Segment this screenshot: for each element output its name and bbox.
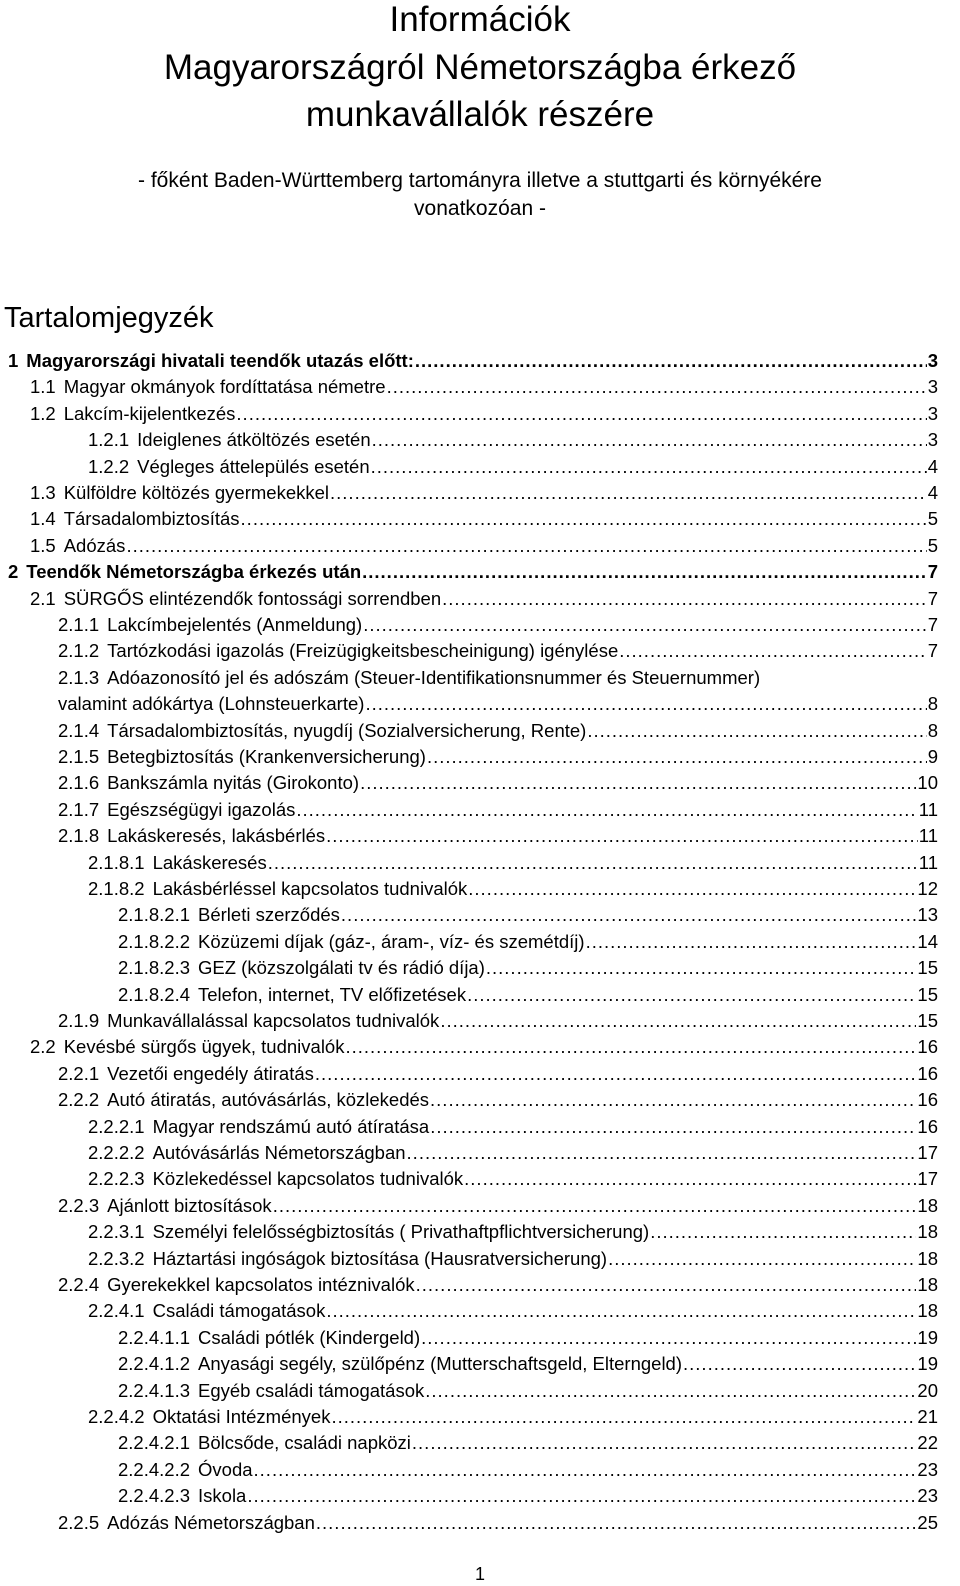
toc-entry-page: 7 — [927, 614, 938, 635]
toc-entry-title: Betegbiztosítás (Krankenversicherung) — [107, 746, 426, 767]
toc-leader-dots — [421, 1329, 916, 1348]
toc-entry-title: Ajánlott biztosítások — [107, 1194, 272, 1216]
toc-entry-number: 2.2.4.1.1 — [118, 1326, 191, 1348]
toc-leader-dots — [468, 880, 916, 899]
toc-entry[interactable] — [58, 1276, 938, 1295]
toc-leader-dots — [619, 642, 926, 661]
toc-entry-title: Ideiglenes átköltözés esetén — [137, 429, 371, 451]
toc-leader-dots — [430, 1118, 916, 1137]
toc-entry-page: 3 — [927, 402, 938, 424]
toc-entry-number: 2.1.6 — [58, 772, 100, 794]
toc-entry-title: Lakcímbejelentés (Anmeldung) — [107, 614, 363, 635]
toc-entry-number: 2.2.2.3 — [88, 1168, 145, 1190]
toc-entry[interactable] — [58, 1062, 938, 1084]
toc-entry[interactable] — [88, 1223, 938, 1242]
toc-entry-number: 1.3 — [30, 482, 56, 503]
toc-entry[interactable] — [118, 1379, 938, 1401]
toc-leader-dots — [467, 986, 916, 1005]
toc-entry-page: 15 — [917, 983, 938, 1005]
toc-entry-number: 2.1 — [30, 587, 56, 609]
toc-entry-title: Magyarországi hivatali teendők utazás előtt: — [26, 350, 414, 371]
subtitle-line-1: - főként Baden-Württemberg tartományra illetve a stuttgarti és környékére — [138, 169, 822, 192]
toc-entry-title: Külföldre költözés gyermekekkel — [63, 482, 330, 503]
toc-entry-title: valamint adókártya (Lohnsteuerkarte) — [58, 693, 365, 715]
toc-entry-page: 19 — [917, 1326, 938, 1348]
toc-entry[interactable] — [58, 1194, 938, 1216]
toc-entry-page: 9 — [927, 746, 938, 767]
toc-entry-page: 3 — [927, 350, 938, 371]
toc-entry-title: Kevésbé sürgős ügyek, tudnivalók — [63, 1036, 345, 1058]
toc-entry-title: Egészségügyi igazolás — [107, 798, 296, 820]
toc-entry-title: Teendők Németországba érkezés után — [26, 561, 362, 583]
toc-entry-page: 7 — [927, 561, 938, 583]
toc-entry-number: 2.2.1 — [58, 1062, 100, 1084]
toc-entry-title: Bérleti szerződés — [198, 904, 340, 926]
toc-entry-number: 2.2.4.2.3 — [118, 1485, 191, 1507]
toc-entry-title: Társadalombiztosítás — [63, 508, 240, 530]
toc-entry[interactable] — [118, 959, 938, 978]
toc-entry-page: 3 — [927, 429, 938, 451]
toc-leader-dots — [683, 1355, 916, 1374]
toc-leader-dots — [268, 854, 918, 873]
toc-entry-number: 2.1.8.2 — [88, 878, 145, 899]
toc-entry-number: 2.1.8 — [58, 825, 100, 847]
toc-leader-dots — [254, 1461, 917, 1480]
toc-entry-title: Autó átiratás, autóvásárlás, közlekedés — [107, 1089, 430, 1111]
toc-entry[interactable] — [58, 1012, 938, 1031]
toc-leader-dots — [363, 616, 927, 635]
toc-leader-dots — [442, 590, 927, 609]
toc-entry[interactable] — [58, 748, 938, 767]
toc-leader-dots — [650, 1223, 916, 1242]
toc-entry[interactable] — [88, 1247, 938, 1269]
toc-entry[interactable] — [58, 642, 938, 661]
toc-entry-title: Munkavállalással kapcsolatos tudnivalók — [107, 1010, 440, 1031]
toc-entry-page: 8 — [927, 719, 938, 741]
toc-entry-page: 18 — [917, 1221, 938, 1243]
toc-entry-number: 2.2.4 — [58, 1274, 100, 1295]
toc-leader-dots — [273, 1197, 917, 1216]
toc-entry-number: 2.2.3.1 — [88, 1221, 145, 1243]
toc-entry-number: 1.4 — [30, 508, 56, 530]
toc-entry-number: 2.2.5 — [58, 1511, 100, 1533]
toc-entry-title: GEZ (közszolgálati tv és rádió díja) — [198, 957, 485, 979]
toc-entry-title: Vezetői engedély átiratás — [107, 1062, 314, 1084]
page-number: 1 — [474, 1564, 485, 1584]
toc-entry-number: 2.1.4 — [58, 719, 100, 741]
toc-entry[interactable] — [88, 1408, 938, 1427]
toc-leader-dots — [236, 405, 926, 424]
toc-entry[interactable] — [58, 1091, 938, 1110]
toc-entry[interactable] — [88, 1302, 938, 1321]
toc-entry-page: 18 — [917, 1194, 938, 1216]
toc-entry-title: Iskola — [198, 1485, 247, 1507]
toc-entry[interactable] — [58, 798, 938, 820]
toc-entry-title: Adózás Németországban — [107, 1511, 315, 1533]
toc-leader-dots — [296, 801, 917, 820]
toc-entry-page: 7 — [927, 587, 938, 609]
toc-entry-number: 1.2 — [30, 402, 56, 424]
toc-entry-title: Magyar rendszámú autó átíratása — [152, 1115, 430, 1137]
toc-entry-number: 2.2.3.2 — [88, 1247, 145, 1269]
toc-entry[interactable] — [58, 695, 938, 714]
toc-entry-number: 1.2.2 — [88, 455, 130, 477]
toc-entry[interactable] — [88, 1144, 938, 1163]
toc-entry-page: 16 — [917, 1115, 938, 1137]
toc-entry-number: 2.2.4.1 — [88, 1300, 145, 1322]
toc-entry[interactable] — [88, 455, 938, 477]
toc-entry[interactable] — [30, 534, 938, 556]
toc-entry-title: SÜRGŐS elintézendők fontossági sorrendben — [63, 587, 442, 609]
toc-entry-number: 1.1 — [30, 376, 56, 398]
toc-entry[interactable] — [88, 431, 938, 450]
toc-entry[interactable] — [88, 880, 938, 899]
toc-leader-dots — [387, 378, 927, 397]
toc-entry-page: 17 — [917, 1142, 938, 1163]
toc-leader-dots — [416, 1276, 917, 1295]
toc-entry-title: Magyar okmányok fordíttatása németre — [63, 376, 386, 398]
toc-entry-title: Bankszámla nyitás (Girokonto) — [107, 772, 360, 794]
toc-entry-page: 7 — [927, 640, 938, 662]
toc-leader-dots — [430, 1091, 916, 1110]
toc-entry-number: 2.1.8.2.3 — [118, 957, 191, 979]
toc-leader-dots — [464, 1170, 916, 1189]
toc-entry-number: 2.1.2 — [58, 640, 100, 662]
toc-entry-title: Háztartási ingóságok biztosítása (Hausratversicherung) — [152, 1247, 608, 1269]
toc-entry-page: 11 — [918, 851, 938, 873]
toc-entry-title: Oktatási Intézmények — [152, 1406, 331, 1427]
toc-entry[interactable] — [30, 402, 938, 424]
toc-entry-title: Tartózkodási igazolás (Freizügigkeitsbescheinigung) igénylése — [107, 640, 619, 662]
toc-entry-page: 5 — [927, 508, 938, 530]
toc-entry-number: 2.2.4.1.2 — [118, 1353, 191, 1375]
toc-entry-title: Személyi felelősségbiztosítás ( Privathaftpflichtversicherung) — [152, 1221, 650, 1243]
toc-entry[interactable] — [30, 587, 938, 609]
toc-leader-dots — [371, 458, 927, 477]
toc-entry-title: Lakcím-kijelentkezés — [63, 402, 236, 424]
toc-entry[interactable] — [118, 1458, 938, 1480]
toc-entry[interactable] — [118, 906, 938, 925]
toc-leader-dots — [341, 906, 917, 925]
toc-leader-dots — [412, 1434, 917, 1453]
toc-entry[interactable] — [58, 666, 938, 688]
toc-leader-dots — [587, 722, 926, 741]
toc-entry-page: 16 — [917, 1062, 938, 1084]
toc-leader-dots — [586, 933, 917, 952]
subtitle-line-2: vonatkozóan - — [414, 197, 546, 220]
toc-entry-title: Közlekedéssel kapcsolatos tudnivalók — [152, 1168, 464, 1190]
toc-entry-page: 19 — [917, 1353, 938, 1375]
toc-entry-page: 18 — [917, 1274, 938, 1295]
toc-entry[interactable] — [30, 1038, 938, 1057]
toc-leader-dots — [331, 1408, 916, 1427]
toc-entry-title: Végleges áttelepülés esetén — [137, 455, 370, 477]
toc-leader-dots — [326, 1302, 916, 1321]
toc-entry-page: 22 — [917, 1432, 938, 1454]
toc-entry-number: 2.2.4.2 — [88, 1406, 145, 1427]
toc-entry-page: 13 — [917, 904, 938, 926]
toc-entry[interactable] — [118, 983, 938, 1005]
toc-entry-page: 11 — [918, 798, 938, 820]
toc-entry-number: 2.1.8.1 — [88, 851, 145, 873]
toc-entry-number: 2.1.5 — [58, 746, 100, 767]
toc-entry-number: 2.1.9 — [58, 1010, 100, 1031]
toc-entry-page: 4 — [927, 482, 938, 503]
toc-entry[interactable] — [88, 851, 938, 873]
toc-entry[interactable] — [58, 1511, 938, 1533]
toc-entry-page: 8 — [927, 693, 938, 715]
toc-entry-page: 15 — [917, 1010, 938, 1031]
toc-entry-number: 2.2.4.2.1 — [118, 1432, 191, 1454]
toc-entry-page: 4 — [927, 455, 938, 477]
toc-leader-dots — [407, 1144, 917, 1163]
toc-leader-dots — [247, 1487, 916, 1506]
toc-leader-dots — [330, 484, 927, 503]
toc-leader-dots — [362, 563, 927, 582]
toc-entry-title: Telefon, internet, TV előfizetések — [198, 983, 467, 1005]
toc-entry-page: 10 — [917, 772, 938, 794]
toc-entry[interactable] — [118, 1487, 938, 1506]
toc-entry-page: 25 — [917, 1511, 938, 1533]
toc-entry-number: 2.2.2.1 — [88, 1115, 145, 1137]
toc-leader-dots — [126, 537, 926, 556]
toc-leader-dots — [241, 510, 927, 529]
toc-entry[interactable] — [58, 827, 938, 846]
toc-entry-page: 23 — [917, 1485, 938, 1507]
toc-entry-number: 2.2.4.2.2 — [118, 1458, 191, 1480]
toc-entry-page: 21 — [917, 1406, 938, 1427]
toc-entry-number: 2.2 — [30, 1036, 56, 1058]
toc-leader-dots — [608, 1250, 916, 1269]
toc-entry-title: Adózás — [63, 534, 126, 556]
toc-entry-page: 16 — [917, 1089, 938, 1111]
toc-heading: Tartalomjegyzék — [4, 302, 214, 334]
toc-entry-title: Társadalombiztosítás, nyugdíj (Sozialversicherung, Rente) — [107, 719, 587, 741]
toc-entry[interactable] — [118, 1434, 938, 1453]
toc-leader-dots — [345, 1038, 916, 1057]
toc-leader-dots — [372, 431, 927, 450]
toc-entry-number: 1.5 — [30, 534, 56, 556]
toc-entry[interactable] — [118, 930, 938, 952]
toc-entry-number: 2.2.4.1.3 — [118, 1379, 191, 1401]
title-line-1: Információk — [389, 0, 571, 39]
toc-entry-page: 20 — [917, 1379, 938, 1401]
toc-entry-title: Lakásbérléssel kapcsolatos tudnivalók — [152, 878, 468, 899]
toc-entry-number: 2.1.8.2.2 — [118, 930, 191, 952]
toc-entry-title: Lakáskeresés, lakásbérlés — [107, 825, 326, 847]
toc-leader-dots — [315, 1065, 917, 1084]
toc-leader-dots — [486, 959, 917, 978]
toc-entry-number: 2.1.1 — [58, 614, 100, 635]
toc-entry[interactable] — [58, 719, 938, 741]
toc-entry[interactable] — [118, 1326, 938, 1348]
toc-entry-page: 3 — [927, 376, 938, 398]
toc-entry-title: Lakáskeresés — [152, 851, 267, 873]
toc-leader-dots — [440, 1012, 916, 1031]
toc-entry-title: Adóazonosító jel és adószám (Steuer-Identifikationsnummer és Steuernummer) — [107, 666, 761, 688]
toc-entry-number: 2 — [8, 561, 19, 583]
toc-entry-page: 5 — [927, 534, 938, 556]
toc-entry-page: 18 — [917, 1300, 938, 1322]
toc-entry[interactable] — [30, 510, 938, 529]
toc-entry-title: Autóvásárlás Németországban — [152, 1142, 406, 1163]
toc-entry-page: 16 — [917, 1036, 938, 1058]
toc-entry-page: 12 — [917, 878, 938, 899]
toc-entry-number: 2.2.3 — [58, 1194, 100, 1216]
toc-entry[interactable] — [58, 774, 938, 793]
toc-entry-title: Óvoda — [198, 1458, 253, 1480]
toc-entry-page: 18 — [917, 1247, 938, 1269]
toc-entry[interactable] — [88, 1170, 938, 1189]
toc-entry-title: Gyerekekkel kapcsolatos intéznivalók — [107, 1274, 415, 1295]
toc-leader-dots — [365, 695, 926, 714]
toc-entry-number: 2.1.3 — [58, 666, 100, 688]
toc-entry-page: 15 — [917, 957, 938, 979]
title-line-3: munkavállalók részére — [305, 95, 655, 134]
toc-leader-dots — [415, 352, 927, 371]
toc-leader-dots — [360, 774, 916, 793]
toc-entry-number: 2.2.2.2 — [88, 1142, 145, 1163]
toc-entry-title: Bölcsőde, családi napközi — [198, 1432, 411, 1454]
toc-entry-page: 14 — [917, 930, 938, 952]
toc-leader-dots — [427, 748, 927, 767]
toc-entry[interactable] — [8, 563, 938, 582]
toc-entry-title: Közüzemi díjak (gáz-, áram-, víz- és szemétdíj) — [198, 930, 585, 952]
toc-entry-number: 2.2.2 — [58, 1089, 100, 1111]
toc-entry-title: Családi pótlék (Kindergeld) — [198, 1326, 421, 1348]
toc-entry[interactable] — [30, 378, 938, 397]
toc-entry-title: Családi támogatások — [152, 1300, 326, 1322]
toc-entry-title: Anyasági segély, szülőpénz (Mutterschaftsgeld, Elterngeld) — [198, 1353, 683, 1375]
toc-leader-dots — [326, 827, 918, 846]
toc-entry[interactable] — [118, 1355, 938, 1374]
toc-entry-number: 2.1.8.2.1 — [118, 904, 191, 926]
toc-entry-title: Egyéb családi támogatások — [198, 1379, 425, 1401]
toc-entry[interactable] — [58, 616, 938, 635]
toc-entry-number: 1.2.1 — [88, 429, 130, 451]
toc-entry-number: 1 — [8, 350, 19, 371]
toc-entry-page: 11 — [918, 825, 938, 847]
toc-entry-number: 2.1.8.2.4 — [118, 983, 191, 1005]
toc-entry[interactable] — [88, 1115, 938, 1137]
toc-entry[interactable] — [8, 352, 938, 371]
toc-entry-number: 2.1.7 — [58, 798, 100, 820]
toc-entry-page: 17 — [917, 1168, 938, 1190]
toc-entry-page: 23 — [917, 1458, 938, 1480]
toc-entry[interactable] — [30, 484, 938, 503]
toc-leader-dots — [316, 1514, 917, 1533]
title-line-2: Magyarországról Németországba érkező — [163, 48, 797, 87]
toc-leader-dots — [425, 1382, 916, 1401]
